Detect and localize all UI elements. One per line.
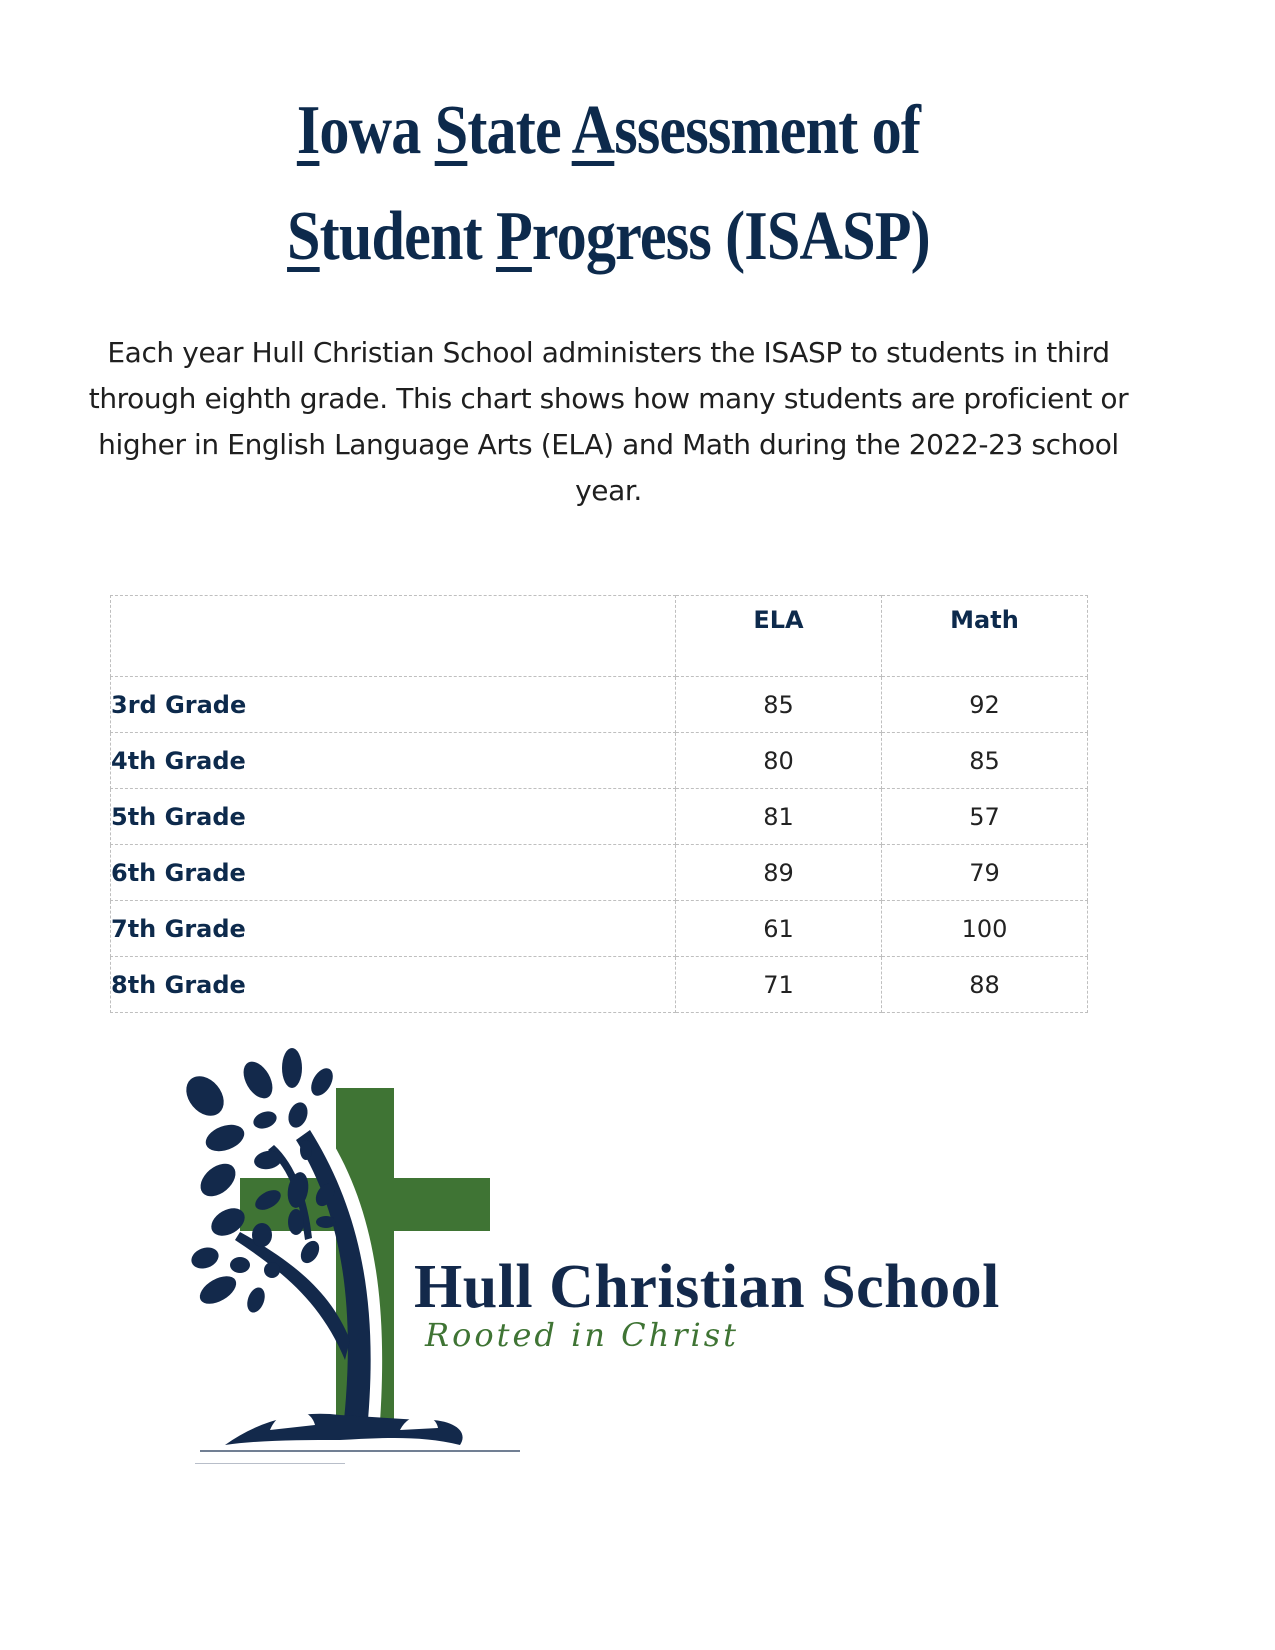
header-math: Math [882,596,1088,677]
math-value: 79 [882,845,1088,901]
school-name: Hull Christian School [414,1253,1000,1321]
ela-value: 80 [676,733,882,789]
table-header-row [111,596,1088,677]
title-initial: I [296,92,320,169]
math-value: 100 [882,901,1088,957]
ela-value: 89 [676,845,882,901]
grade-label: 8th Grade [111,957,676,1013]
ela-value: 81 [676,789,882,845]
ela-value: 85 [676,677,882,733]
page-title [85,78,1132,290]
table-row [111,789,1088,845]
title-initial: A [571,92,615,169]
grade-label: 3rd Grade [111,677,676,733]
math-value: 85 [882,733,1088,789]
table-row [111,957,1088,1013]
table-row [111,733,1088,789]
title-word: tate [467,92,572,169]
header-blank [111,596,676,677]
math-value: 57 [882,789,1088,845]
math-value: 92 [882,677,1088,733]
title-word: rogress (ISASP) [531,198,930,275]
title-initial: S [287,198,320,275]
title-initial: P [495,198,532,275]
title-line-2 [85,184,1132,290]
title-word: owa [319,92,435,169]
title-word: ssessment of [614,92,921,169]
table-row [111,845,1088,901]
ela-value: 71 [676,957,882,1013]
table-row [111,901,1088,957]
title-initial: S [434,92,468,169]
title-word: tudent [319,198,496,275]
table-row [111,677,1088,733]
scores-table [110,595,1088,1013]
title-line-1 [85,78,1132,184]
intro-paragraph: Each year Hull Christian School administers the ISASP to students in third through eighth grade. This chart shows how many students are proficient or higher in English Language Arts (ELA) and Math during the 2022-23 school year. [88,336,1129,507]
grade-label: 4th Grade [111,733,676,789]
math-value: 88 [882,957,1088,1013]
grade-label: 6th Grade [111,845,676,901]
header-ela: ELA [676,596,882,677]
grade-label: 7th Grade [111,901,676,957]
grade-label: 5th Grade [111,789,676,845]
school-tagline: Rooted in Christ [425,1316,739,1354]
ela-value: 61 [676,901,882,957]
